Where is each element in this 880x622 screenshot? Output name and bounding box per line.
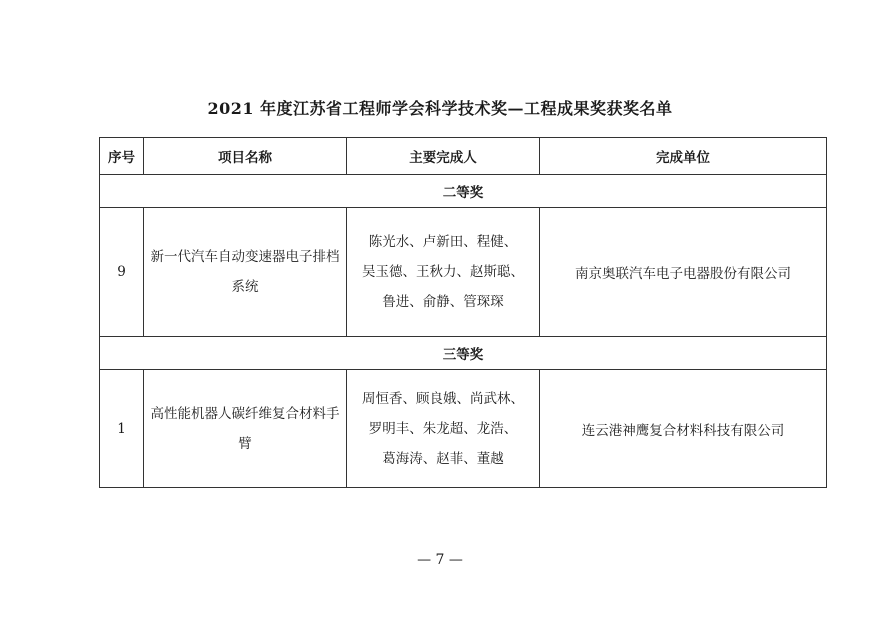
entry-unit: 南京奥联汽车电子电器股份有限公司 xyxy=(540,208,827,337)
entry-project: 新一代汽车自动变速器电子排档系统 xyxy=(144,208,347,337)
header-people: 主要完成人 xyxy=(347,138,540,175)
header-project: 项目名称 xyxy=(144,138,347,175)
group-label: 三等奖 xyxy=(100,337,827,370)
entry-people xyxy=(347,370,540,488)
people-line: 罗明丰、朱龙超、龙浩、 xyxy=(368,420,518,437)
table-header-row xyxy=(100,138,827,175)
table-row xyxy=(100,208,827,337)
header-index: 序号 xyxy=(100,138,144,175)
page-number: — 7 — xyxy=(417,552,463,568)
entry-project: 高性能机器人碳纤维复合材料手臂 xyxy=(144,370,347,488)
entry-index: 9 xyxy=(100,208,144,337)
group-label: 二等奖 xyxy=(100,175,827,208)
entry-index: 1 xyxy=(100,370,144,488)
entry-people xyxy=(347,208,540,337)
group-row-second-prize xyxy=(100,175,827,208)
people-line: 鲁进、俞静、管琛琛 xyxy=(382,294,504,310)
people-line: 吴玉德、王秋力、赵斯聪、 xyxy=(362,264,524,280)
document-title: 2021 年度江苏省工程师学会科学技术奖—工程成果奖获奖名单 xyxy=(207,99,673,118)
people-line: 葛海涛、赵菲、董越 xyxy=(382,450,504,467)
entry-unit: 连云港神鹰复合材料科技有限公司 xyxy=(540,370,827,488)
awards-table xyxy=(99,137,827,488)
group-row-third-prize xyxy=(100,337,827,370)
people-line: 陈光水、卢新田、程健、 xyxy=(368,234,518,250)
header-unit: 完成单位 xyxy=(540,138,827,175)
people-line: 周恒香、顾良娥、尚武林、 xyxy=(362,390,524,407)
table-row xyxy=(100,370,827,488)
